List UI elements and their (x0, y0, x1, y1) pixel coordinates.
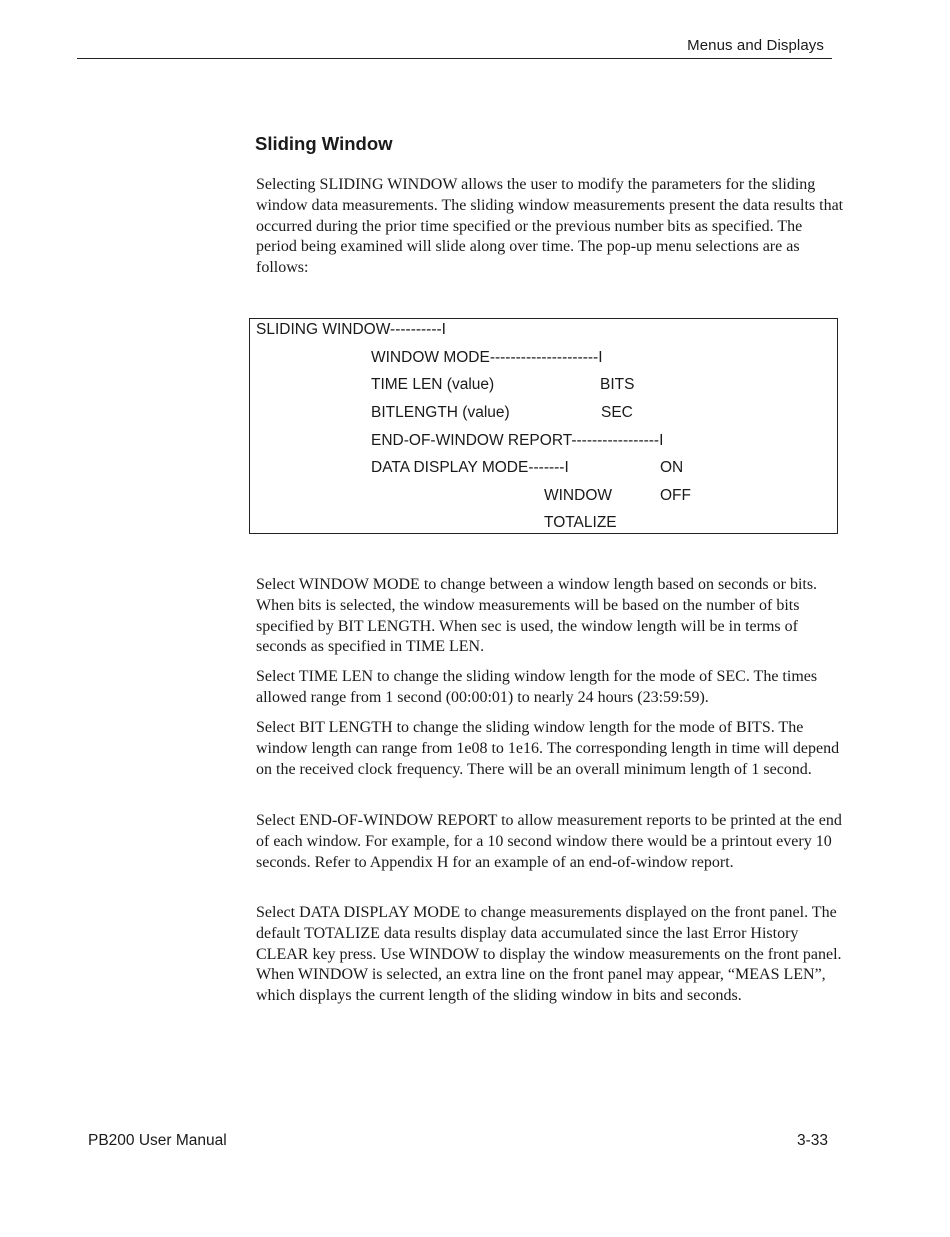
paragraph-bit-length: Select BIT LENGTH to change the sliding window length for the mode of BITS. The window length can range from 1e08 to 1e16. The corresponding length in time will depend on the received clock frequency. There will be an overall minimum length of 1 second. (256, 719, 840, 778)
footer-page-number: 3-33 (796, 1132, 828, 1149)
header-rule (77, 58, 832, 59)
menu-option-bits: BITS (600, 376, 635, 393)
intro-paragraph: Selecting SLIDING WINDOW allows the user to modify the parameters for the sliding window data measurements. The sliding window measurements present the data results that occurred during the prior time specified or the previous number bits as specified. The period being examined will slide along over time. The pop-up menu selections are as follows: (256, 176, 844, 277)
menu-option-totalize: TOTALIZE (544, 514, 617, 531)
paragraph-window-mode: Select WINDOW MODE to change between a window length based on seconds or bits. When bits is selected, the window measurements will be based on the number of bits specified by BIT LENGTH. When sec is used, the window length will be in terms of seconds as specified in TIME LEN. (256, 576, 818, 656)
paragraph-end-of-window-report: Select END-OF-WINDOW REPORT to allow measurement reports to be printed at the end of each window. For example, for a 10 second window there would be a printout every 10 seconds. Refer to Appendix H for an example of an end-of-window report. (256, 812, 842, 871)
footer-manual-title: PB200 User Manual (88, 1132, 227, 1149)
menu-window-mode: WINDOW MODE---------------------I (371, 349, 603, 366)
menu-time-len: TIME LEN (value) (371, 376, 495, 393)
section-title: Sliding Window (255, 133, 393, 154)
menu-option-off: OFF (660, 487, 691, 504)
menu-end-of-window-report: END-OF-WINDOW REPORT-----------------I (371, 432, 664, 449)
menu-option-on: ON (660, 459, 684, 476)
menu-bitlength: BITLENGTH (value) (371, 404, 510, 421)
menu-diagram (249, 318, 838, 534)
menu-data-display-mode: DATA DISPLAY MODE-------I (371, 459, 569, 476)
paragraph-data-display-mode: Select DATA DISPLAY MODE to change measurements displayed on the front panel. The default TOTALIZE data results display data accumulated since the last Error History CLEAR key press. Use WINDOW to display the window measurements on the front panel. When WINDOW is selected, an extra line on the front panel may appear, “MEAS LEN”, which displays the current length of the sliding window in bits and seconds. (256, 904, 842, 1005)
menu-option-sec: SEC (601, 404, 633, 421)
menu-option-window: WINDOW (544, 487, 613, 504)
menu-root: SLIDING WINDOW----------I (256, 321, 446, 338)
paragraph-time-len: Select TIME LEN to change the sliding window length for the mode of SEC. The times allowed range from 1 second (00:00:01) to nearly 24 hours (23:59:59). (256, 668, 818, 706)
running-header: Menus and Displays (687, 37, 824, 54)
